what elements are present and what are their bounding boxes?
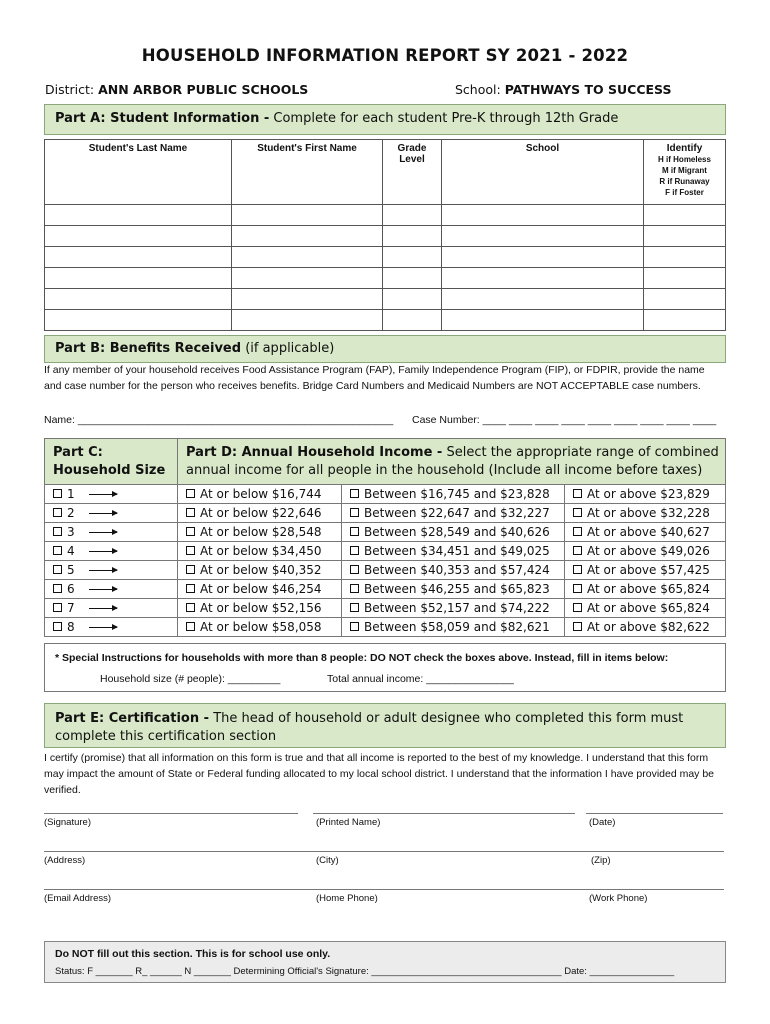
identify-cell[interactable] [644, 226, 726, 247]
identify-migrant: M if Migrant [662, 166, 707, 175]
checkbox-icon[interactable] [350, 584, 359, 593]
income-below-label: At or below $28,548 [200, 525, 322, 539]
income-above-cell[interactable] [565, 542, 726, 561]
part-c-header [45, 439, 178, 485]
checkbox-icon[interactable] [573, 489, 582, 498]
school-use-heading: Do NOT fill out this section. This is for school use only. [55, 948, 331, 960]
grade-cell[interactable] [383, 268, 442, 289]
income-between-label: Between $52,157 and $74,222 [364, 601, 550, 615]
identify-foster: F if Foster [665, 188, 704, 197]
signature-label: (Signature) [44, 817, 91, 828]
address-label: (Address) [44, 855, 86, 866]
income-above-cell[interactable] [565, 580, 726, 599]
household-size-6-cell[interactable] [45, 580, 178, 599]
income-between-label: Between $46,255 and $65,823 [364, 582, 550, 596]
income-above-label: At or above $49,026 [587, 544, 710, 558]
part-b-header [44, 335, 726, 363]
checkbox-icon[interactable] [350, 546, 359, 555]
checkbox-icon[interactable] [53, 508, 62, 517]
income-between-label: Between $22,647 and $32,227 [364, 506, 550, 520]
household-size-7-label: 7 [67, 601, 75, 615]
school-use-status-line: Status: F _______ R_ ______ N _______ Determining Official's Signature: ____________________________________ Date: ________________ [55, 966, 675, 977]
income-between-cell[interactable] [342, 561, 565, 580]
income-above-label: At or above $40,627 [587, 525, 710, 539]
income-above-cell[interactable] [565, 485, 726, 504]
household-size-4-label: 4 [67, 544, 75, 558]
identify-homeless: H if Homeless [658, 155, 711, 164]
checkbox-icon[interactable] [573, 527, 582, 536]
arrow-right-icon [89, 494, 117, 495]
school-label: School: [455, 82, 501, 97]
certification-text: I certify (promise) that all information on this form is true and that all income is reported to the best of my knowledge. I understand that this form may impact the amount of State or Federal funding allocated to my local school district. I understand that the information I have provided may be verified. [44, 752, 715, 796]
city-label: (City) [316, 855, 339, 866]
income-between-cell[interactable] [342, 485, 565, 504]
income-row [45, 504, 726, 523]
arrow-right-icon [89, 570, 117, 571]
income-above-cell[interactable] [565, 618, 726, 637]
arrow-right-icon [89, 513, 117, 514]
special-instructions-box [44, 643, 726, 692]
income-table [44, 438, 726, 637]
arrow-right-icon [89, 608, 117, 609]
first-name-cell[interactable] [232, 226, 383, 247]
home-phone-label: (Home Phone) [316, 893, 378, 904]
income-between-label: Between $58,059 and $82,621 [364, 620, 550, 634]
col-identify [644, 140, 726, 205]
household-size-4-cell[interactable] [45, 542, 178, 561]
identify-runaway: R if Runaway [659, 177, 710, 186]
work-phone-label: (Work Phone) [589, 893, 648, 904]
income-below-label: At or below $34,450 [200, 544, 322, 558]
arrow-right-icon [89, 532, 117, 533]
income-below-cell[interactable] [178, 561, 342, 580]
income-between-cell[interactable] [342, 523, 565, 542]
income-below-cell[interactable] [178, 542, 342, 561]
student-table [44, 139, 726, 331]
income-between-label: Between $16,745 and $23,828 [364, 487, 550, 501]
checkbox-icon[interactable] [186, 603, 195, 612]
student-table-header [45, 140, 726, 205]
checkbox-icon[interactable] [350, 489, 359, 498]
household-size-1-cell[interactable] [45, 485, 178, 504]
household-size-5-cell[interactable] [45, 561, 178, 580]
part-e-heading: Part E: Certification - [55, 711, 210, 726]
checkbox-icon[interactable] [186, 508, 195, 517]
checkbox-icon[interactable] [186, 584, 195, 593]
grade-cell[interactable] [383, 205, 442, 226]
school-cell[interactable] [442, 310, 644, 331]
income-above-cell[interactable] [565, 523, 726, 542]
part-b-subtitle: (if applicable) [245, 341, 335, 356]
income-below-label: At or below $52,156 [200, 601, 322, 615]
income-between-cell[interactable] [342, 542, 565, 561]
part-b-heading: Part B: Benefits Received [55, 341, 242, 356]
part-d-subtitle-2: annual income for all people in the household (Include all income before taxes) [186, 463, 703, 478]
student-row [45, 247, 726, 268]
checkbox-icon[interactable] [186, 565, 195, 574]
household-size-8-label: 8 [67, 620, 75, 634]
identify-cell[interactable] [644, 247, 726, 268]
identify-cell[interactable] [644, 268, 726, 289]
part-d-subtitle-1: Select the appropriate range of combined [446, 445, 719, 460]
printed-name-line[interactable] [313, 813, 575, 814]
checkbox-icon[interactable] [350, 527, 359, 536]
last-name-cell[interactable] [45, 289, 232, 310]
benefits-case-number-field[interactable]: Case Number: ____ ____ ____ ____ ____ ____ ____ ____ ____ [412, 414, 717, 426]
checkbox-icon[interactable] [186, 546, 195, 555]
household-size-2-cell[interactable] [45, 504, 178, 523]
part-a-header [44, 104, 726, 135]
checkbox-icon[interactable] [573, 622, 582, 631]
checkbox-icon[interactable] [53, 527, 62, 536]
school-value: PATHWAYS TO SUCCESS [504, 82, 672, 97]
school-cell[interactable] [442, 268, 644, 289]
income-below-cell[interactable] [178, 504, 342, 523]
income-between-cell[interactable] [342, 599, 565, 618]
income-row [45, 618, 726, 637]
income-above-cell[interactable] [565, 504, 726, 523]
school-cell[interactable] [442, 247, 644, 268]
income-between-label: Between $34,451 and $49,025 [364, 544, 550, 558]
checkbox-icon[interactable] [350, 508, 359, 517]
grade-cell[interactable] [383, 247, 442, 268]
grade-cell[interactable] [383, 289, 442, 310]
income-below-label: At or below $22,646 [200, 506, 322, 520]
printed-name-label: (Printed Name) [316, 817, 381, 828]
income-below-label: At or below $40,352 [200, 563, 322, 577]
email-label: (Email Address) [44, 893, 112, 904]
address-line[interactable] [44, 851, 724, 852]
arrow-right-icon [89, 551, 117, 552]
income-below-cell[interactable] [178, 599, 342, 618]
first-name-cell[interactable] [232, 205, 383, 226]
identify-cell[interactable] [644, 289, 726, 310]
part-c-heading-1: Part C: [53, 445, 103, 460]
district-value: ANN ARBOR PUBLIC SCHOOLS [98, 82, 309, 97]
income-between-cell[interactable] [342, 504, 565, 523]
income-below-label: At or below $58,058 [200, 620, 322, 634]
last-name-cell[interactable] [45, 247, 232, 268]
total-income-field[interactable]: Total annual income: _______________ [327, 673, 514, 685]
student-row [45, 226, 726, 247]
school-use-box [44, 941, 726, 983]
school-line [455, 82, 672, 97]
school-cell[interactable] [442, 289, 644, 310]
last-name-cell[interactable] [45, 268, 232, 289]
checkbox-icon[interactable] [573, 508, 582, 517]
district-label: District: [45, 82, 95, 97]
income-row [45, 561, 726, 580]
checkbox-icon[interactable] [350, 603, 359, 612]
income-above-cell[interactable] [565, 561, 726, 580]
col-grade-level: Grade Level [383, 140, 442, 205]
identify-cell[interactable] [644, 310, 726, 331]
part-a-heading: Part A: Student Information - [55, 111, 270, 126]
checkbox-icon[interactable] [53, 622, 62, 631]
student-row [45, 268, 726, 289]
identify-cell[interactable] [644, 205, 726, 226]
last-name-cell[interactable] [45, 226, 232, 247]
income-below-label: At or below $16,744 [200, 487, 322, 501]
date-label: (Date) [589, 817, 616, 828]
household-size-8-cell[interactable] [45, 618, 178, 637]
part-a-subtitle: Complete for each student Pre-K through 12th Grade [273, 111, 619, 126]
zip-label: (Zip) [591, 855, 611, 866]
part-c-heading-2: Household Size [53, 463, 166, 478]
identify-title: Identify [666, 143, 703, 154]
checkbox-icon[interactable] [53, 546, 62, 555]
form-title: HOUSEHOLD INFORMATION REPORT SY 2021 - 2022 [141, 46, 629, 65]
household-size-field[interactable]: Household size (# people): _________ [100, 673, 281, 685]
checkbox-icon[interactable] [573, 584, 582, 593]
grade-cell[interactable] [383, 310, 442, 331]
signature-line[interactable] [44, 813, 298, 814]
arrow-right-icon [89, 627, 117, 628]
income-row [45, 580, 726, 599]
household-size-3-label: 3 [67, 525, 75, 539]
income-below-cell[interactable] [178, 580, 342, 599]
part-d-heading: Part D: Annual Household Income - [186, 445, 443, 460]
student-row [45, 310, 726, 331]
income-between-label: Between $40,353 and $57,424 [364, 563, 550, 577]
income-above-label: At or above $65,824 [587, 601, 710, 615]
school-cell[interactable] [442, 226, 644, 247]
income-above-label: At or above $32,228 [587, 506, 710, 520]
income-below-cell[interactable] [178, 485, 342, 504]
income-above-label: At or above $82,622 [587, 620, 710, 634]
income-row [45, 542, 726, 561]
first-name-cell[interactable] [232, 268, 383, 289]
grade-cell[interactable] [383, 226, 442, 247]
income-table-header [45, 439, 726, 485]
part-b-instructions: If any member of your household receives Food Assistance Program (FAP), Family Independence Program (FIP), or FDPIR, provide the name and case number for the person who receives benefits. Bridge Card Numbers and Medicaid Numbers are NOT ACCEPTABLE case numbers. [44, 364, 705, 392]
first-name-cell[interactable] [232, 247, 383, 268]
income-below-label: At or below $46,254 [200, 582, 322, 596]
checkbox-icon[interactable] [573, 546, 582, 555]
income-row [45, 599, 726, 618]
checkbox-icon[interactable] [573, 603, 582, 612]
col-last-name: Student's Last Name [45, 140, 232, 205]
school-cell[interactable] [442, 205, 644, 226]
part-d-header [178, 439, 726, 485]
part-e-subtitle-1: The head of household or adult designee who completed this form must [213, 711, 684, 726]
checkbox-icon[interactable] [350, 622, 359, 631]
district-line [45, 82, 308, 97]
student-row [45, 205, 726, 226]
first-name-cell[interactable] [232, 310, 383, 331]
household-size-1-label: 1 [67, 487, 75, 501]
income-below-cell[interactable] [178, 523, 342, 542]
income-above-label: At or above $23,829 [587, 487, 710, 501]
checkbox-icon[interactable] [186, 622, 195, 631]
first-name-cell[interactable] [232, 289, 383, 310]
checkbox-icon[interactable] [350, 565, 359, 574]
special-instructions-text: * Special Instructions for households with more than 8 people: DO NOT check the boxes above. Instead, fill in items below: [55, 652, 669, 664]
student-row [45, 289, 726, 310]
part-e-subtitle-2: complete this certification section [55, 729, 277, 744]
date-line[interactable] [586, 813, 723, 814]
col-school: School [442, 140, 644, 205]
checkbox-icon[interactable] [53, 584, 62, 593]
benefits-name-field[interactable]: Name: ______________________________________________________ [44, 414, 394, 426]
household-size-7-cell[interactable] [45, 599, 178, 618]
income-above-cell[interactable] [565, 599, 726, 618]
part-e-header [44, 703, 726, 748]
last-name-cell[interactable] [45, 310, 232, 331]
income-row [45, 485, 726, 504]
income-above-label: At or above $57,425 [587, 563, 710, 577]
income-between-cell[interactable] [342, 580, 565, 599]
checkbox-icon[interactable] [53, 489, 62, 498]
income-below-cell[interactable] [178, 618, 342, 637]
income-row [45, 523, 726, 542]
income-between-label: Between $28,549 and $40,626 [364, 525, 550, 539]
household-size-5-label: 5 [67, 563, 75, 577]
checkbox-icon[interactable] [53, 603, 62, 612]
arrow-right-icon [89, 589, 117, 590]
col-first-name: Student's First Name [232, 140, 383, 205]
checkbox-icon[interactable] [573, 565, 582, 574]
checkbox-icon[interactable] [53, 565, 62, 574]
household-size-6-label: 6 [67, 582, 75, 596]
household-size-2-label: 2 [67, 506, 75, 520]
last-name-cell[interactable] [45, 205, 232, 226]
contact-line[interactable] [44, 889, 724, 890]
checkbox-icon[interactable] [186, 489, 195, 498]
income-above-label: At or above $65,824 [587, 582, 710, 596]
household-size-3-cell[interactable] [45, 523, 178, 542]
income-between-cell[interactable] [342, 618, 565, 637]
checkbox-icon[interactable] [186, 527, 195, 536]
